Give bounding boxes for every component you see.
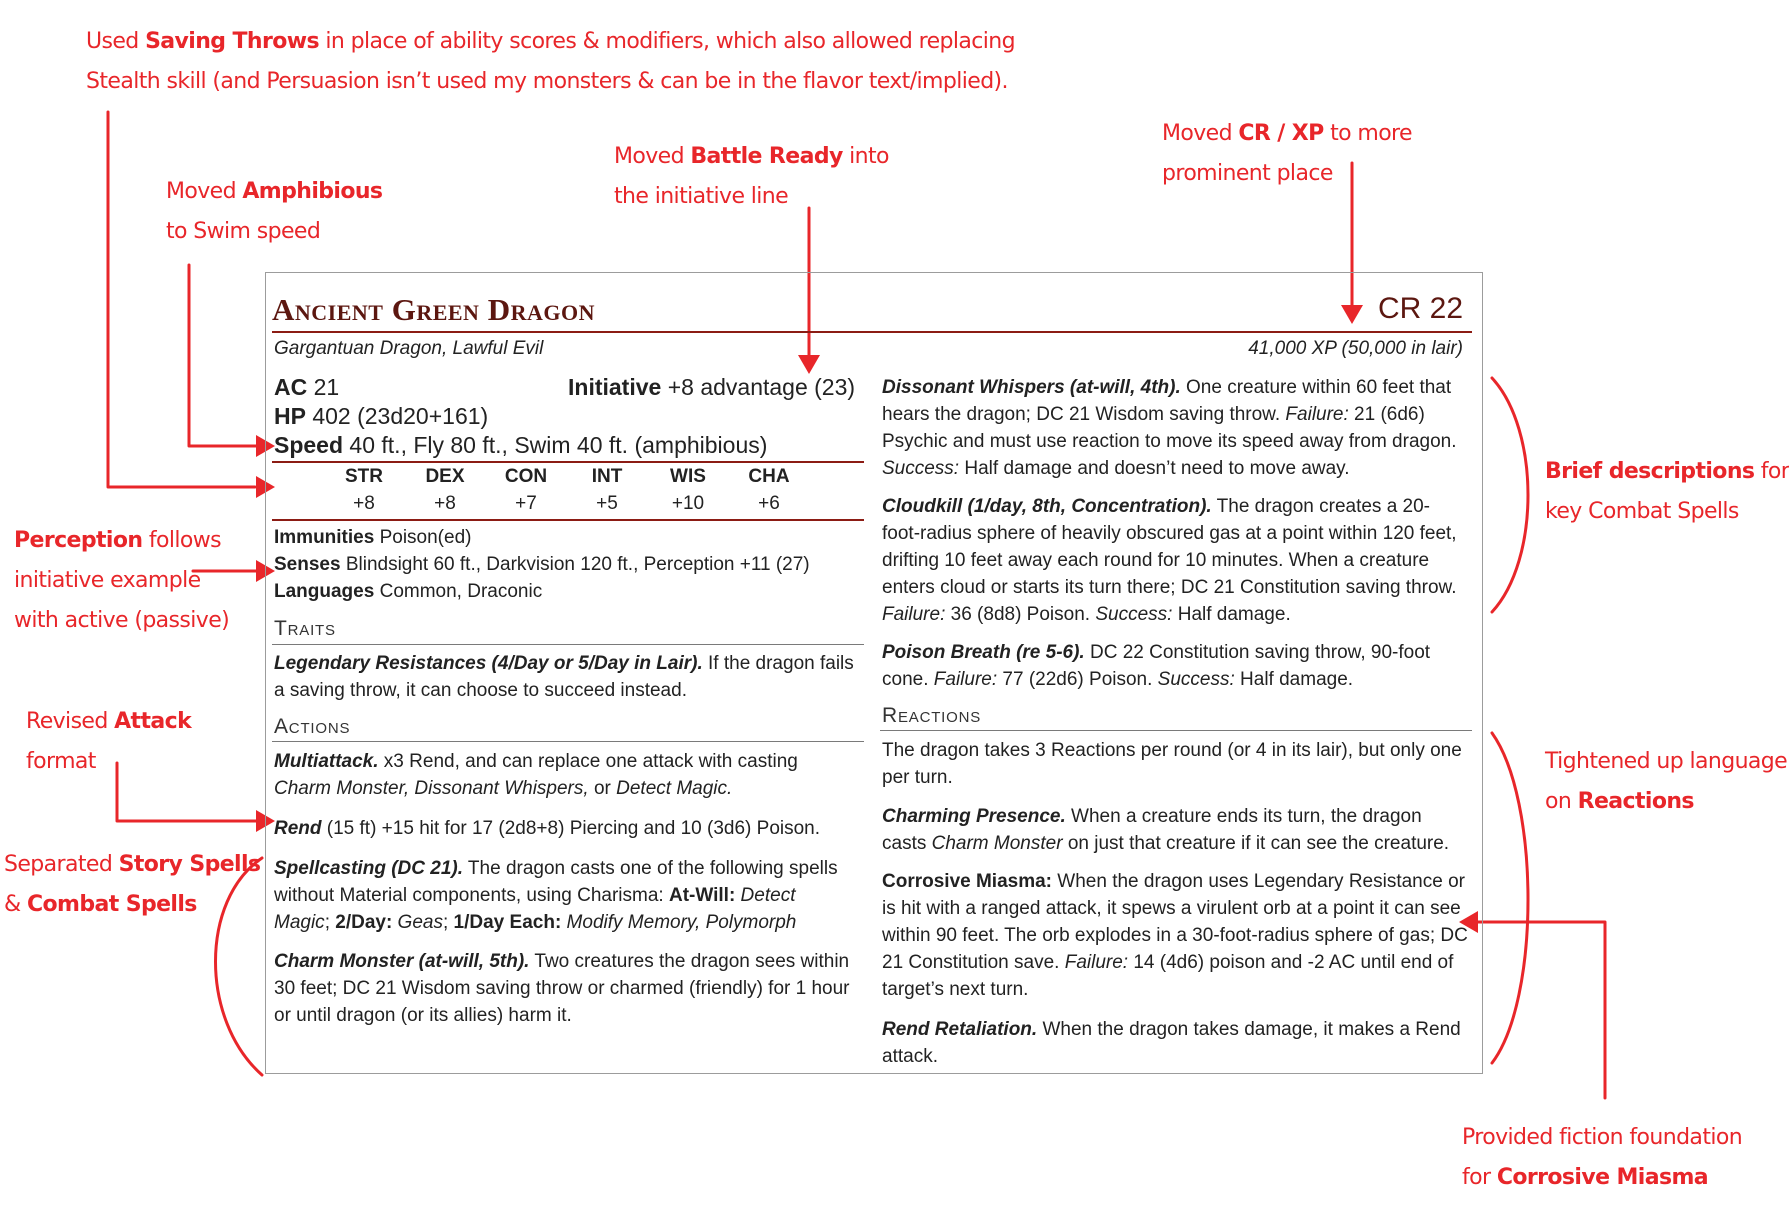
annotation-brief-descriptions: Brief descriptions for key Combat Spells xyxy=(1545,459,1789,524)
poison-breath: Poison Breath (re 5-6). DC 22 Constitution saving throw, 90-foot cone. Failure: 77 (22d6) Poison. Success: Half damage. xyxy=(882,642,1431,690)
initiative: Initiative +8 advantage (23) xyxy=(568,374,856,400)
rend-retaliation: Rend Retaliation. When the dragon takes damage, it makes a Rend attack. xyxy=(882,1019,1461,1067)
spellcasting: Spellcasting (DC 21). The dragon casts one of the following spells without Material components, using Charisma: At-Will: Detect Magic; 2/Day: Geas; 1/Day Each: Modify Memory, Polymorph xyxy=(274,858,838,933)
ability-dex: DEX +8 xyxy=(425,466,465,514)
challenge-rating: CR 22 xyxy=(1378,292,1464,325)
languages: Languages Common, Draconic xyxy=(274,581,543,602)
corrosive-miasma: Corrosive Miasma: When the dragon uses Legendary Resistance or is hit with a ranged attack, it spews a virulent orb at a point it can see within 90 feet. The orb explodes in a 30-foot-radius sphere of gas; DC 21 Constitution save. Failure: 14 (4d6) poison and -2 AC until end of target’s next turn. xyxy=(882,871,1468,1000)
annotation-attack: Revised Attack format xyxy=(26,709,192,774)
title-rule xyxy=(272,331,1472,333)
experience-points: 41,000 XP (50,000 in lair) xyxy=(1248,338,1463,359)
reactions-heading: Reactions xyxy=(882,704,982,727)
charming-presence: Charming Presence. When a creature ends its turn, the dragon casts Charm Monster on just that creature if it can see the creature. xyxy=(882,806,1450,854)
actions-rule xyxy=(272,741,864,742)
actions-heading: Actions xyxy=(274,715,351,738)
annotation-perception: Perception follows initiative example with active (passive) xyxy=(14,528,230,633)
multiattack: Multiattack. x3 Rend, and can replace one attack with casting Charm Monster, Dissonant Whispers, or Detect Magic. xyxy=(274,751,798,799)
immunities: Immunities Poison(ed) xyxy=(274,527,472,548)
ability-int: INT +5 xyxy=(591,466,623,514)
ability-cha: CHA +6 xyxy=(748,466,790,514)
annotation-reactions: Tightened up language on Reactions xyxy=(1545,749,1788,814)
ability-wis: WIS +10 xyxy=(670,466,706,514)
traits-rule xyxy=(272,644,864,645)
ability-con: CON +7 xyxy=(504,466,548,514)
monster-name: Ancient Green Dragon xyxy=(272,292,595,327)
traits-heading: Traits xyxy=(274,617,336,640)
dissonant-whispers: Dissonant Whispers (at-will, 4th). One creature within 60 feet that hears the dragon; DC 21 Wisdom saving throw. Failure: 21 (6d6) Psychic and must use reaction to move its speed away from dragon. Success: Half damage and doesn’t need to move away. xyxy=(882,377,1457,479)
annotation-story-spells: Separated Story Spells & Combat Spells xyxy=(4,852,261,917)
annotation-saving-throws: Used Saving Throws in place of ability scores & modifiers, which also allowed replacing Stealth skill (and Persuasion isn’t used my monsters & can be in the flavor text/implied). xyxy=(86,29,1015,94)
reactions-intro: The dragon takes 3 Reactions per round (or 4 in its lair), but only one per turn. xyxy=(882,740,1462,788)
charm-monster: Charm Monster (at-will, 5th). Two creatures the dragon sees within 30 feet; DC 21 Wisdom saving throw or charmed (friendly) for 1 hour or until dragon (or its allies) harm it. xyxy=(274,951,850,1026)
senses: Senses Blindsight 60 ft., Darkvision 120 ft., Perception +11 (27) xyxy=(274,554,810,575)
speed-rule xyxy=(272,461,864,463)
armor-class: AC 21 xyxy=(274,374,340,400)
hit-points: HP 402 (23d20+161) xyxy=(274,403,489,429)
annotation-battle-ready: Moved Battle Ready into the initiative line xyxy=(614,144,889,209)
rend-attack: Rend (15 ft) +15 hit for 17 (2d8+8) Piercing and 10 (3d6) Poison. xyxy=(274,818,821,839)
monster-type: Gargantuan Dragon, Lawful Evil xyxy=(274,338,544,359)
annotation-corrosive-miasma: Provided fiction foundation for Corrosive Miasma xyxy=(1462,1125,1743,1190)
annotation-cr-xp: Moved CR / XP to more prominent place xyxy=(1162,121,1412,186)
cloudkill: Cloudkill (1/day, 8th, Concentration). The dragon creates a 20-foot-radius sphere of heavily obscured gas at a point within 120 feet, drifting 10 feet away each round for 10 minutes. When a creature enters cloud or starts its turn there; DC 21 Constitution saving throw. Failure: 36 (8d8) Poison. Success: Half damage. xyxy=(882,496,1457,625)
abilities-rule xyxy=(272,519,864,521)
speed: Speed 40 ft., Fly 80 ft., Swim 40 ft. (amphibious) xyxy=(274,432,768,458)
reactions-rule xyxy=(880,730,1472,731)
ability-str: STR +8 xyxy=(345,466,383,514)
annotation-amphibious: Moved Amphibious to Swim speed xyxy=(166,179,383,244)
legendary-resistances: Legendary Resistances (4/Day or 5/Day in Lair). If the dragon fails a saving throw, it can choose to succeed instead. xyxy=(274,653,854,701)
